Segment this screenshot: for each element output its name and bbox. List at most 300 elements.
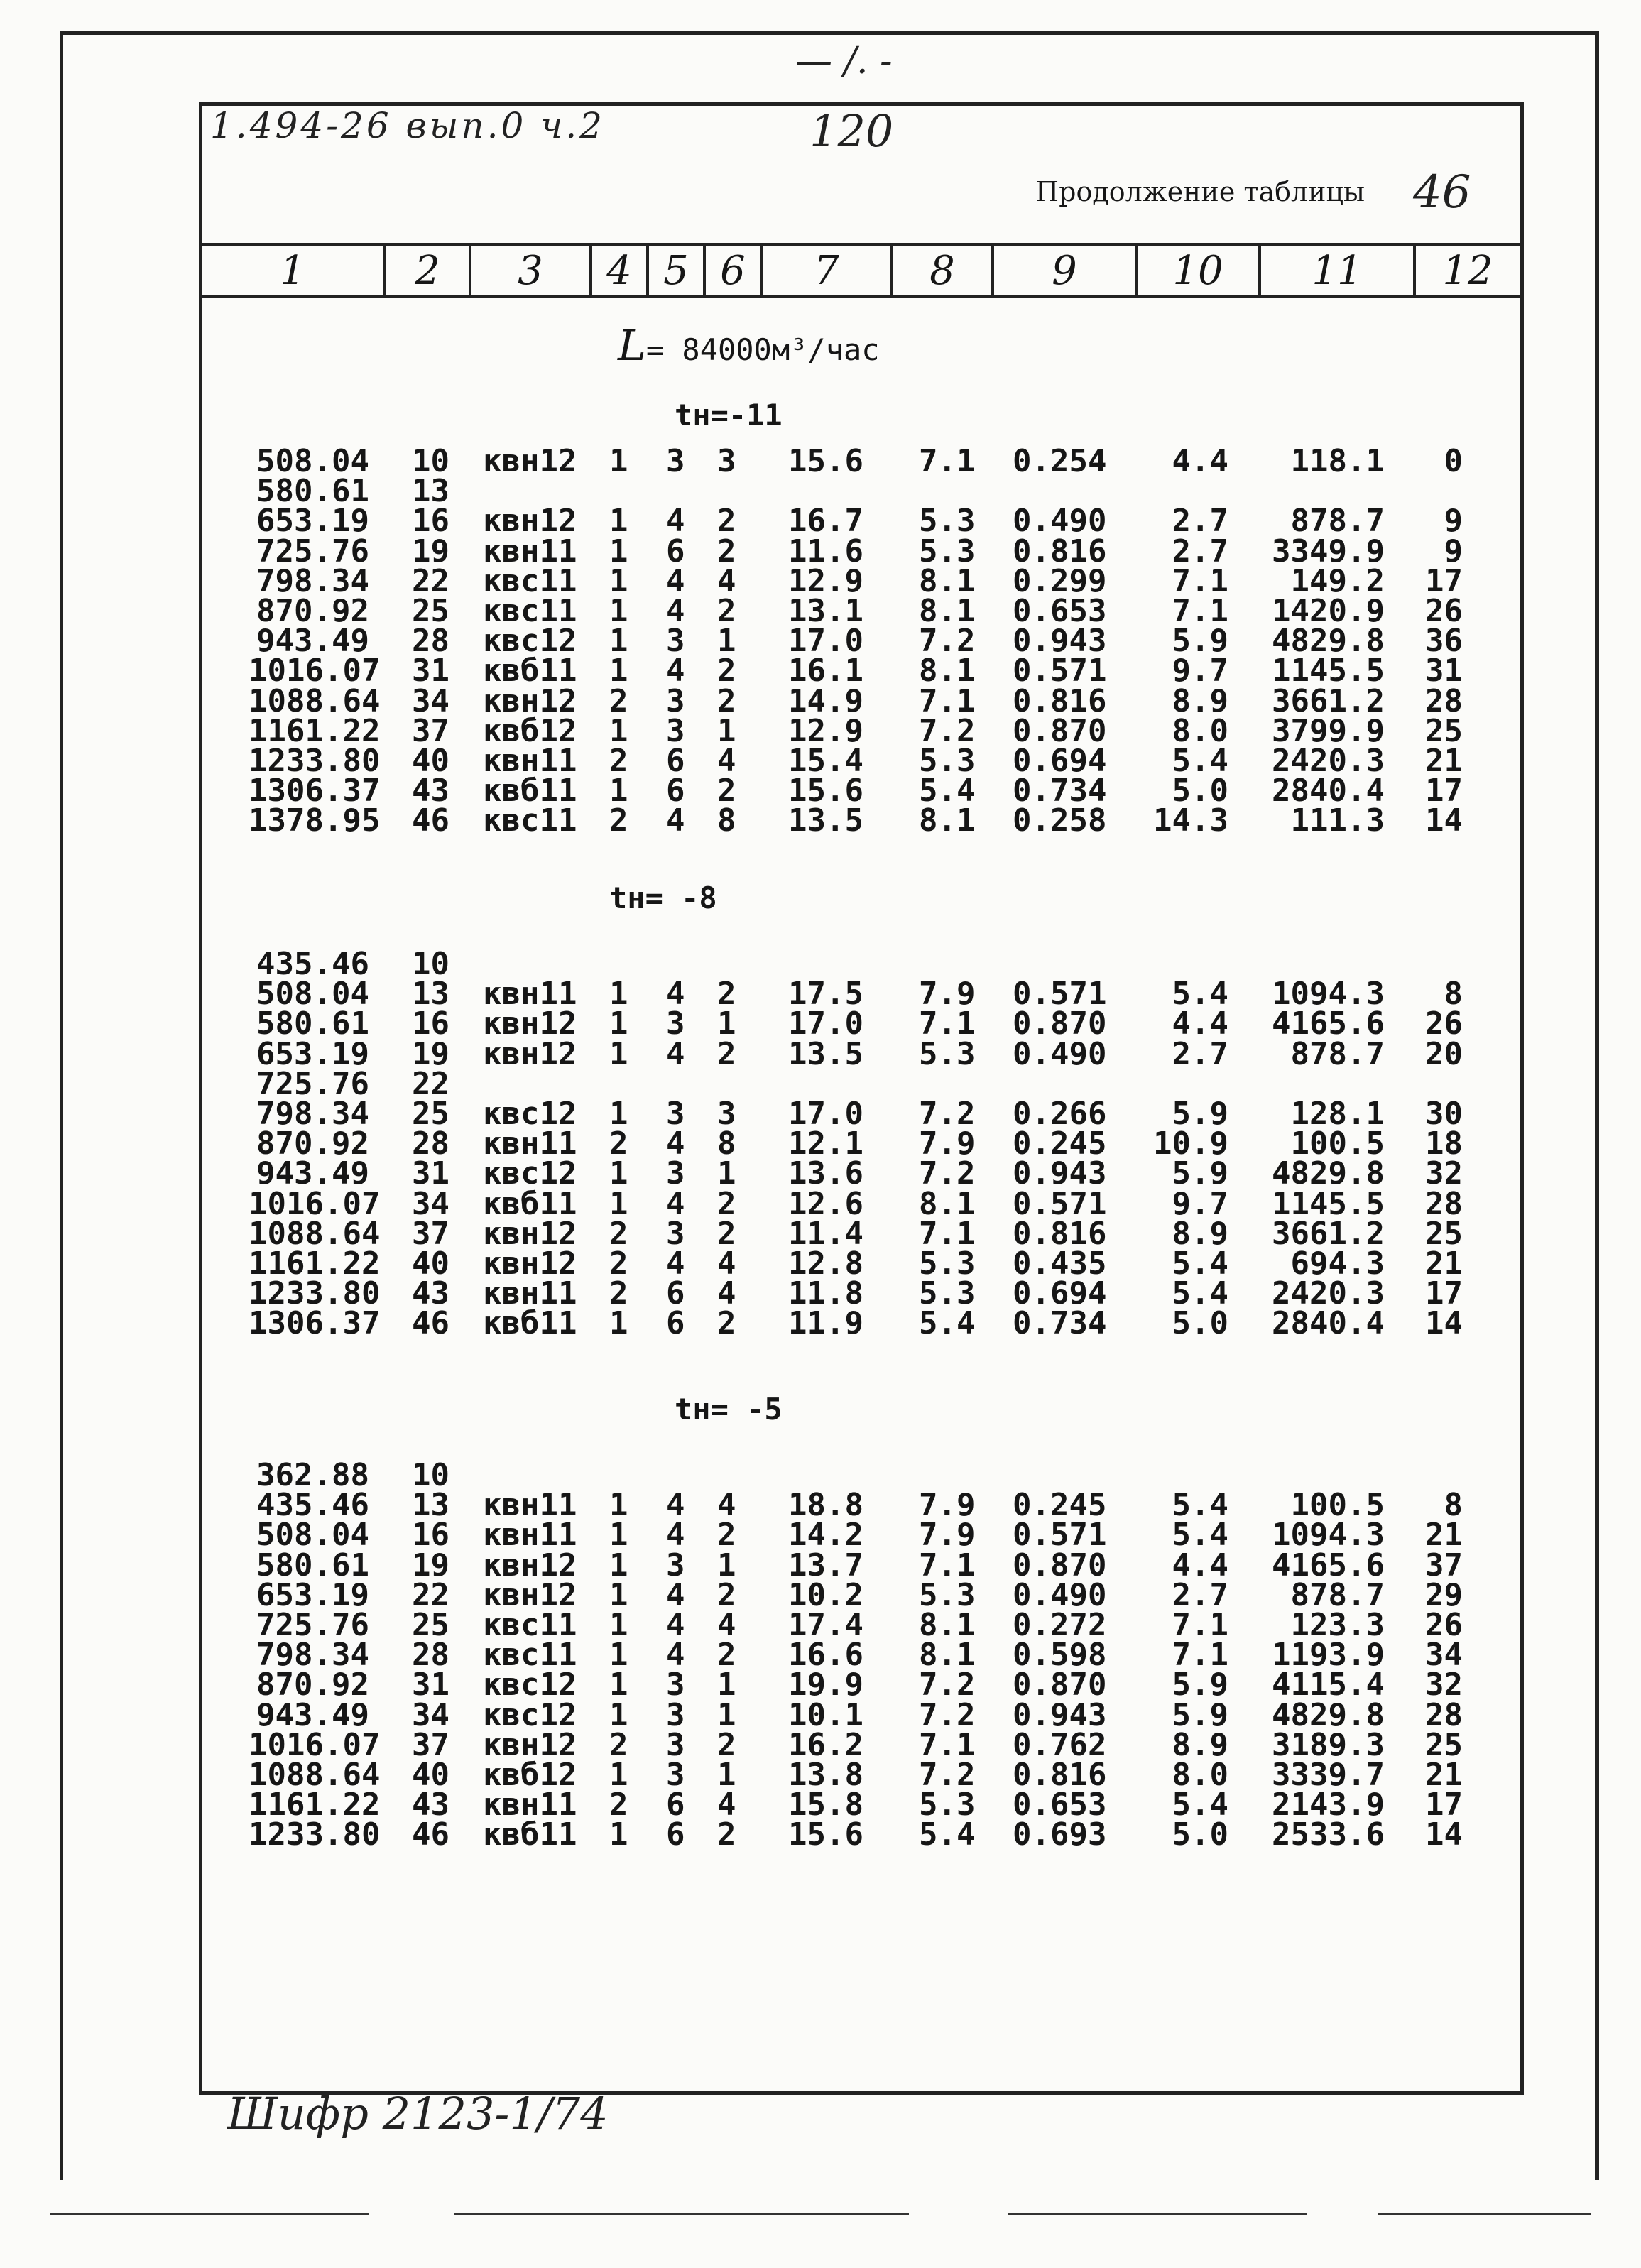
cell-col-2: 22 <box>412 1065 449 1102</box>
cell-col-8: 7.2 <box>919 712 976 749</box>
cell-col-8: 7.9 <box>919 1125 976 1162</box>
cell-col-10: 5.4 <box>1172 1275 1228 1312</box>
cell-col-6: 2 <box>717 1215 736 1252</box>
flow-label <box>618 321 880 371</box>
table-row <box>0 1005 1641 1042</box>
cell-col-2: 28 <box>412 1637 449 1674</box>
cell-col-7: 17.0 <box>788 1096 863 1132</box>
cell-col-5: 6 <box>666 773 685 809</box>
cell-col-8: 8.1 <box>919 1607 976 1643</box>
cell-col-10: 2.7 <box>1172 503 1228 540</box>
cell-col-9: 0.571 <box>1013 976 1107 1013</box>
section-title: tн= -8 <box>609 881 717 915</box>
cell-col-9: 0.598 <box>1013 1637 1107 1674</box>
cell-col-2: 46 <box>412 1305 449 1342</box>
cell-col-7: 11.6 <box>788 533 863 569</box>
cell-col-4: 1 <box>609 653 628 689</box>
cell-col-7: 15.8 <box>788 1787 863 1823</box>
cell-col-4: 1 <box>609 1757 628 1793</box>
cell-col-6: 4 <box>717 1487 736 1524</box>
cell-col-7: 12.9 <box>788 562 863 599</box>
cell-col-8: 5.4 <box>919 773 976 809</box>
cell-col-10: 4.4 <box>1172 1547 1228 1583</box>
column-header-8: 8 <box>890 246 991 295</box>
cell-col-12: 21 <box>1425 1517 1463 1554</box>
cell-col-10: 5.9 <box>1172 1696 1228 1733</box>
cell-col-8: 5.3 <box>919 1576 976 1613</box>
cell-col-11: 100.5 <box>1290 1487 1385 1524</box>
cell-col-6: 1 <box>717 1757 736 1793</box>
cell-col-4: 1 <box>609 593 628 629</box>
cell-col-10: 5.9 <box>1172 1096 1228 1132</box>
cell-col-4: 1 <box>609 976 628 1013</box>
cell-col-12: 29 <box>1425 1576 1463 1613</box>
cell-col-7: 16.1 <box>788 653 863 689</box>
cell-col-1: 1233.80 <box>249 1275 381 1312</box>
cell-col-6: 3 <box>717 443 736 479</box>
cell-col-12: 17 <box>1425 562 1463 599</box>
cell-col-9: 0.734 <box>1013 773 1107 809</box>
cell-col-5: 3 <box>666 1096 685 1132</box>
cell-col-2: 43 <box>412 1787 449 1823</box>
cell-col-7: 11.4 <box>788 1215 863 1252</box>
cell-col-1: 580.61 <box>256 473 369 510</box>
column-header-10: 10 <box>1135 246 1258 295</box>
cell-col-11: 3189.3 <box>1272 1726 1385 1763</box>
table-row <box>0 503 1641 540</box>
cell-col-2: 10 <box>412 946 449 982</box>
cell-col-3: квб12 <box>483 1757 577 1793</box>
cell-col-5: 4 <box>666 1637 685 1674</box>
cell-col-7: 12.8 <box>788 1245 863 1282</box>
cell-col-8: 5.3 <box>919 503 976 540</box>
cell-col-2: 25 <box>412 1096 449 1132</box>
cell-col-7: 12.9 <box>788 712 863 749</box>
table-row <box>0 1547 1641 1583</box>
cell-col-9: 0.571 <box>1013 653 1107 689</box>
cell-col-4: 1 <box>609 533 628 569</box>
cell-col-5: 6 <box>666 533 685 569</box>
cell-col-5: 3 <box>666 1155 685 1192</box>
cell-col-10: 8.0 <box>1172 712 1228 749</box>
cell-col-5: 4 <box>666 1607 685 1643</box>
cell-col-3: квб11 <box>483 1816 577 1853</box>
cell-col-5: 4 <box>666 1576 685 1613</box>
cell-col-12: 26 <box>1425 1607 1463 1643</box>
cell-col-9: 0.490 <box>1013 503 1107 540</box>
cell-col-4: 1 <box>609 503 628 540</box>
cell-col-11: 878.7 <box>1290 1035 1385 1072</box>
cell-col-4: 2 <box>609 802 628 839</box>
cell-col-5: 4 <box>666 976 685 1013</box>
cell-col-2: 22 <box>412 562 449 599</box>
cell-col-5: 4 <box>666 653 685 689</box>
cell-col-4: 2 <box>609 743 628 779</box>
column-header-9: 9 <box>991 246 1135 295</box>
cell-col-12: 25 <box>1425 712 1463 749</box>
cell-col-9: 0.943 <box>1013 1696 1107 1733</box>
cell-col-12: 14 <box>1425 802 1463 839</box>
cell-col-4: 1 <box>609 1637 628 1674</box>
center-mark: — /. - <box>795 40 893 82</box>
cell-col-4: 2 <box>609 1125 628 1162</box>
cell-col-1: 870.92 <box>256 593 369 629</box>
cell-col-9: 0.266 <box>1013 1096 1107 1132</box>
cell-col-2: 37 <box>412 1726 449 1763</box>
cell-col-6: 2 <box>717 1035 736 1072</box>
cell-col-7: 10.2 <box>788 1576 863 1613</box>
table-row <box>0 443 1641 479</box>
cell-col-1: 653.19 <box>256 1576 369 1613</box>
cell-col-3: квн12 <box>483 1245 577 1282</box>
cell-col-6: 1 <box>717 1696 736 1733</box>
cell-col-10: 5.4 <box>1172 1245 1228 1282</box>
cell-col-6: 3 <box>717 1096 736 1132</box>
cell-col-8: 5.3 <box>919 1245 976 1282</box>
cell-col-6: 1 <box>717 1005 736 1042</box>
cell-col-6: 1 <box>717 712 736 749</box>
cell-col-7: 16.7 <box>788 503 863 540</box>
cell-col-7: 13.7 <box>788 1547 863 1583</box>
cell-col-3: квн12 <box>483 1547 577 1583</box>
cell-col-11: 2533.6 <box>1272 1816 1385 1853</box>
cell-col-12: 34 <box>1425 1637 1463 1674</box>
cell-col-6: 2 <box>717 503 736 540</box>
cell-col-5: 4 <box>666 1125 685 1162</box>
cell-col-4: 1 <box>609 1696 628 1733</box>
cell-col-7: 16.6 <box>788 1637 863 1674</box>
cell-col-9: 0.734 <box>1013 1305 1107 1342</box>
cell-col-9: 0.254 <box>1013 443 1107 479</box>
cell-col-3: квс12 <box>483 1667 577 1703</box>
cell-col-7: 15.6 <box>788 1816 863 1853</box>
column-header-7: 7 <box>760 246 890 295</box>
cell-col-6: 2 <box>717 1185 736 1222</box>
cell-col-1: 725.76 <box>256 533 369 569</box>
cell-col-6: 2 <box>717 1576 736 1613</box>
cell-col-2: 37 <box>412 1215 449 1252</box>
cell-col-9: 0.435 <box>1013 1245 1107 1282</box>
cell-col-1: 435.46 <box>256 1487 369 1524</box>
cell-col-10: 5.4 <box>1172 1517 1228 1554</box>
cell-col-6: 2 <box>717 1816 736 1853</box>
cell-col-2: 31 <box>412 1155 449 1192</box>
cell-col-7: 10.1 <box>788 1696 863 1733</box>
cell-col-8: 7.9 <box>919 976 976 1013</box>
cell-col-12: 18 <box>1425 1125 1463 1162</box>
cell-col-10: 2.7 <box>1172 1035 1228 1072</box>
cell-col-4: 1 <box>609 1185 628 1222</box>
cell-col-9: 0.653 <box>1013 593 1107 629</box>
cell-col-1: 1306.37 <box>249 773 381 809</box>
cell-col-2: 16 <box>412 1005 449 1042</box>
cell-col-4: 2 <box>609 1726 628 1763</box>
cell-col-12: 21 <box>1425 743 1463 779</box>
cell-col-8: 7.9 <box>919 1487 976 1524</box>
cell-col-5: 3 <box>666 1215 685 1252</box>
table-row <box>0 1155 1641 1192</box>
cell-col-11: 4829.8 <box>1272 623 1385 660</box>
cell-col-6: 2 <box>717 653 736 689</box>
cell-col-12: 9 <box>1444 503 1463 540</box>
cell-col-3: квн11 <box>483 1125 577 1162</box>
cell-col-5: 3 <box>666 443 685 479</box>
cell-col-11: 111.3 <box>1290 802 1385 839</box>
cell-col-11: 4829.8 <box>1272 1696 1385 1733</box>
cell-col-2: 43 <box>412 773 449 809</box>
table-row <box>0 1816 1641 1853</box>
cell-col-2: 25 <box>412 1607 449 1643</box>
cell-col-8: 5.4 <box>919 1305 976 1342</box>
page-number: 120 <box>809 105 894 157</box>
cell-col-5: 3 <box>666 1667 685 1703</box>
cell-col-2: 22 <box>412 1576 449 1613</box>
cell-col-10: 5.4 <box>1172 743 1228 779</box>
cell-col-10: 8.9 <box>1172 1726 1228 1763</box>
cell-col-3: квн11 <box>483 1787 577 1823</box>
cell-col-10: 8.0 <box>1172 1757 1228 1793</box>
page-bottom-line <box>1378 2213 1591 2215</box>
cell-col-11: 118.1 <box>1290 443 1385 479</box>
table-row <box>0 802 1641 839</box>
cell-col-3: квн12 <box>483 682 577 719</box>
cell-col-9: 0.571 <box>1013 1185 1107 1222</box>
cell-col-9: 0.694 <box>1013 1275 1107 1312</box>
cell-col-12: 31 <box>1425 653 1463 689</box>
cell-col-9: 0.816 <box>1013 1757 1107 1793</box>
cell-col-3: квс11 <box>483 593 577 629</box>
column-header-1: 1 <box>280 247 305 294</box>
cell-col-12: 25 <box>1425 1215 1463 1252</box>
cell-col-3: квн11 <box>483 1275 577 1312</box>
cell-col-5: 4 <box>666 562 685 599</box>
cell-col-4: 1 <box>609 1487 628 1524</box>
cell-col-10: 5.4 <box>1172 1487 1228 1524</box>
cell-col-2: 46 <box>412 1816 449 1853</box>
cell-col-1: 870.92 <box>256 1667 369 1703</box>
cell-col-1: 1016.07 <box>249 1185 381 1222</box>
cell-col-5: 3 <box>666 1547 685 1583</box>
cell-col-3: квб11 <box>483 1305 577 1342</box>
cell-col-2: 16 <box>412 1517 449 1554</box>
cell-col-5: 4 <box>666 1487 685 1524</box>
cell-col-10: 5.4 <box>1172 976 1228 1013</box>
cell-col-10: 7.1 <box>1172 1637 1228 1674</box>
cell-col-2: 28 <box>412 1125 449 1162</box>
cell-col-1: 1306.37 <box>249 1305 381 1342</box>
cell-col-6: 8 <box>717 1125 736 1162</box>
cell-col-4: 1 <box>609 1005 628 1042</box>
column-header-2: 2 <box>383 246 469 295</box>
cell-col-8: 5.3 <box>919 1035 976 1072</box>
cell-col-3: квс12 <box>483 1696 577 1733</box>
cell-col-7: 18.8 <box>788 1487 863 1524</box>
cell-col-10: 8.9 <box>1172 682 1228 719</box>
cell-col-5: 4 <box>666 802 685 839</box>
cell-col-6: 4 <box>717 1787 736 1823</box>
cell-col-1: 1378.95 <box>249 802 381 839</box>
cell-col-3: квн12 <box>483 1005 577 1042</box>
cell-col-9: 0.816 <box>1013 682 1107 719</box>
cell-col-9: 0.870 <box>1013 1547 1107 1583</box>
cell-col-11: 4829.8 <box>1272 1155 1385 1192</box>
table-row <box>0 1696 1641 1733</box>
cell-col-11: 1145.5 <box>1272 1185 1385 1222</box>
cell-col-1: 653.19 <box>256 503 369 540</box>
cell-col-3: квн12 <box>483 503 577 540</box>
cell-col-11: 3799.9 <box>1272 712 1385 749</box>
cell-col-6: 2 <box>717 593 736 629</box>
cell-col-11: 1193.9 <box>1272 1637 1385 1674</box>
cell-col-5: 3 <box>666 1757 685 1793</box>
cell-col-2: 16 <box>412 503 449 540</box>
cell-col-2: 34 <box>412 1185 449 1222</box>
cell-col-9: 0.245 <box>1013 1487 1107 1524</box>
cell-col-2: 19 <box>412 533 449 569</box>
cell-col-8: 7.1 <box>919 1005 976 1042</box>
cell-col-2: 40 <box>412 1757 449 1793</box>
cell-col-7: 17.4 <box>788 1607 863 1643</box>
cell-col-1: 1016.07 <box>249 653 381 689</box>
cell-col-9: 0.299 <box>1013 562 1107 599</box>
cell-col-11: 4165.6 <box>1272 1547 1385 1583</box>
cell-col-8: 7.2 <box>919 1757 976 1793</box>
cell-col-11: 3339.7 <box>1272 1757 1385 1793</box>
cell-col-10: 2.7 <box>1172 1576 1228 1613</box>
cell-col-3: квн12 <box>483 443 577 479</box>
cell-col-6: 1 <box>717 623 736 660</box>
cell-col-11: 1094.3 <box>1272 976 1385 1013</box>
cell-col-3: квн12 <box>483 1576 577 1613</box>
cell-col-12: 14 <box>1425 1305 1463 1342</box>
cell-col-12: 26 <box>1425 593 1463 629</box>
cell-col-12: 17 <box>1425 1787 1463 1823</box>
column-header-11: 11 <box>1258 246 1413 295</box>
cell-col-2: 10 <box>412 443 449 479</box>
cell-col-6: 1 <box>717 1155 736 1192</box>
cell-col-12: 20 <box>1425 1035 1463 1072</box>
cell-col-9: 0.870 <box>1013 1667 1107 1703</box>
cell-col-9: 0.245 <box>1013 1125 1107 1162</box>
column-header-12: 12 <box>1413 246 1520 295</box>
cell-col-8: 8.1 <box>919 1637 976 1674</box>
cell-col-11: 123.3 <box>1290 1607 1385 1643</box>
cell-col-5: 6 <box>666 1305 685 1342</box>
cell-col-8: 7.2 <box>919 1155 976 1192</box>
cell-col-1: 1088.64 <box>249 682 381 719</box>
document-code: 1.494-26 вып.0 ч.2 <box>210 105 605 146</box>
cell-col-8: 8.1 <box>919 593 976 629</box>
cell-col-5: 4 <box>666 1035 685 1072</box>
cell-col-4: 1 <box>609 1667 628 1703</box>
cell-col-8: 7.1 <box>919 1726 976 1763</box>
cell-col-3: квб11 <box>483 653 577 689</box>
cell-col-1: 798.34 <box>256 1096 369 1132</box>
cell-col-9: 0.693 <box>1013 1816 1107 1853</box>
cell-col-5: 6 <box>666 1275 685 1312</box>
table-row <box>0 1185 1641 1222</box>
cell-col-9: 0.870 <box>1013 1005 1107 1042</box>
cell-col-4: 2 <box>609 1787 628 1823</box>
cell-col-1: 943.49 <box>256 1155 369 1192</box>
cell-col-5: 4 <box>666 593 685 629</box>
cell-col-10: 4.4 <box>1172 443 1228 479</box>
cell-col-2: 13 <box>412 473 449 510</box>
cell-col-9: 0.816 <box>1013 533 1107 569</box>
cell-col-7: 15.6 <box>788 773 863 809</box>
cell-col-1: 943.49 <box>256 623 369 660</box>
cell-col-2: 28 <box>412 623 449 660</box>
cell-col-12: 28 <box>1425 682 1463 719</box>
cell-col-7: 13.8 <box>788 1757 863 1793</box>
cell-col-8: 8.1 <box>919 802 976 839</box>
cell-col-6: 2 <box>717 976 736 1013</box>
cell-col-5: 3 <box>666 1005 685 1042</box>
cell-col-10: 5.4 <box>1172 1787 1228 1823</box>
cell-col-10: 5.9 <box>1172 1667 1228 1703</box>
cell-col-8: 7.1 <box>919 1547 976 1583</box>
cell-col-9: 0.694 <box>1013 743 1107 779</box>
cell-col-1: 1088.64 <box>249 1757 381 1793</box>
cell-col-7: 17.0 <box>788 1005 863 1042</box>
cell-col-7: 14.2 <box>788 1517 863 1554</box>
cell-col-10: 10.9 <box>1153 1125 1228 1162</box>
cell-col-11: 3349.9 <box>1272 533 1385 569</box>
cell-col-2: 19 <box>412 1547 449 1583</box>
column-header-5: 5 <box>646 246 703 295</box>
cell-col-4: 2 <box>609 1215 628 1252</box>
cell-col-12: 9 <box>1444 533 1463 569</box>
cell-col-12: 30 <box>1425 1096 1463 1132</box>
cell-col-1: 580.61 <box>256 1547 369 1583</box>
cell-col-5: 4 <box>666 1517 685 1554</box>
cell-col-12: 25 <box>1425 1726 1463 1763</box>
cell-col-4: 1 <box>609 712 628 749</box>
page-bottom-line <box>1008 2213 1307 2215</box>
cell-col-11: 4115.4 <box>1272 1667 1385 1703</box>
cell-col-2: 40 <box>412 1245 449 1282</box>
cell-col-3: квн11 <box>483 976 577 1013</box>
flow-symbol: L <box>618 321 646 371</box>
cell-col-12: 21 <box>1425 1757 1463 1793</box>
cell-col-12: 14 <box>1425 1816 1463 1853</box>
cell-col-12: 28 <box>1425 1185 1463 1222</box>
cell-col-7: 13.5 <box>788 1035 863 1072</box>
cell-col-4: 2 <box>609 682 628 719</box>
cell-col-3: квс12 <box>483 1096 577 1132</box>
cell-col-11: 1420.9 <box>1272 593 1385 629</box>
cell-col-2: 31 <box>412 1667 449 1703</box>
cell-col-3: квн11 <box>483 1517 577 1554</box>
cell-col-9: 0.571 <box>1013 1517 1107 1554</box>
cell-col-6: 1 <box>717 1667 736 1703</box>
cell-col-8: 7.1 <box>919 682 976 719</box>
page-bottom-line <box>454 2213 909 2215</box>
cell-col-2: 13 <box>412 976 449 1013</box>
cell-col-1: 653.19 <box>256 1035 369 1072</box>
cell-col-12: 36 <box>1425 623 1463 660</box>
cell-col-1: 1233.80 <box>249 743 381 779</box>
page-bottom-line <box>50 2213 369 2215</box>
cell-col-6: 4 <box>717 1245 736 1282</box>
cell-col-11: 4165.6 <box>1272 1005 1385 1042</box>
cell-col-12: 17 <box>1425 773 1463 809</box>
cell-col-4: 1 <box>609 1576 628 1613</box>
cell-col-8: 5.3 <box>919 743 976 779</box>
cell-col-6: 2 <box>717 1305 736 1342</box>
cell-col-2: 19 <box>412 1035 449 1072</box>
cell-col-6: 1 <box>717 1547 736 1583</box>
